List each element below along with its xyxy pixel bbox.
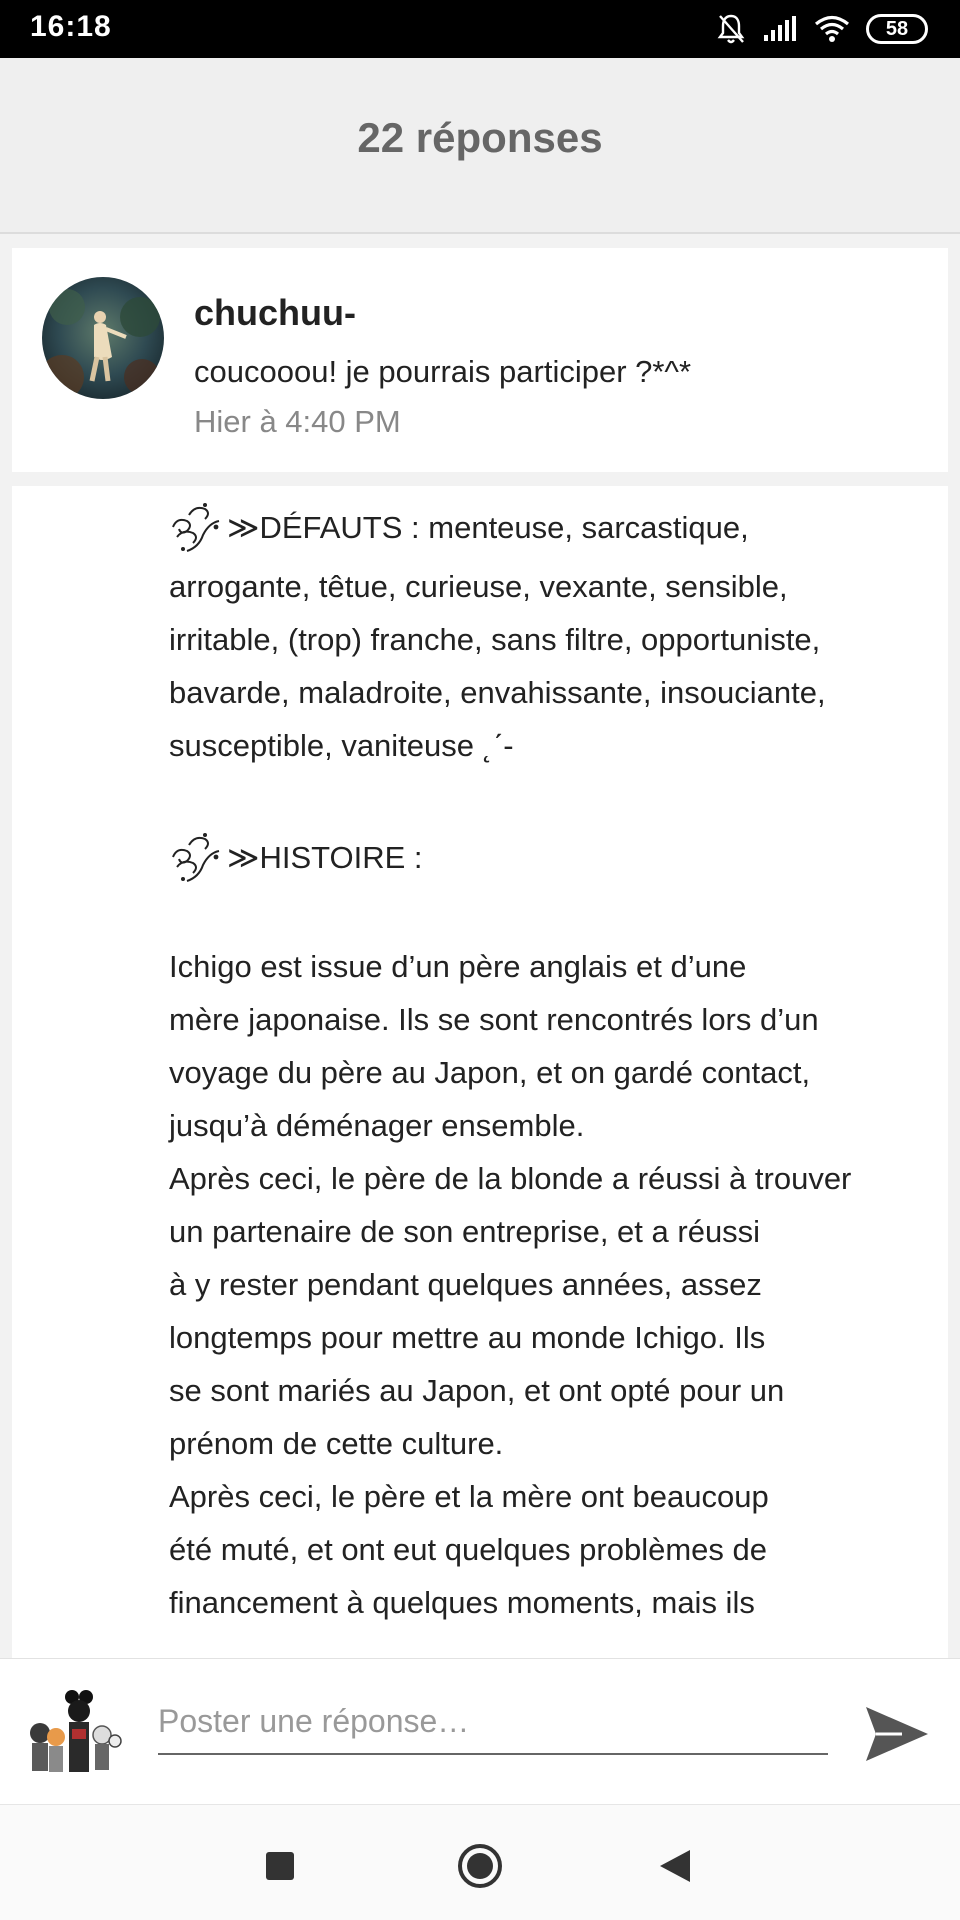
reply-input[interactable]	[158, 1689, 828, 1755]
defauts-heading	[169, 494, 939, 560]
text-line: à y rester pendant quelques années, assez	[169, 1267, 762, 1302]
histoire-heading-text: ≫HISTOIRE :	[227, 839, 423, 875]
battery-level: 58	[885, 17, 909, 40]
text-line: irritable, (trop) franche, sans filtre, opportuniste,	[169, 622, 821, 657]
wifi-icon	[814, 15, 850, 43]
text-line: longtemps pour mettre au monde Ichigo. Ils	[169, 1320, 766, 1355]
spacer	[169, 890, 939, 940]
home-button[interactable]	[455, 1841, 505, 1891]
send-button[interactable]	[862, 1699, 932, 1769]
histoire-heading	[169, 824, 939, 890]
text-line: se sont mariés au Japon, et ont opté pour un	[169, 1373, 785, 1408]
system-nav-bar	[0, 1804, 960, 1920]
defauts-heading-text: ≫DÉFAUTS : menteuse, sarcastique,	[227, 509, 749, 545]
question-author[interactable]: chuchuu-	[194, 292, 356, 333]
answer-body	[169, 492, 939, 1629]
header	[0, 58, 960, 234]
question-text: coucooou! je pourrais participer ?*^*	[194, 354, 692, 389]
text-line: mère japonaise. Ils se sont rencontrés lors d’un	[169, 1002, 819, 1037]
text-line: voyage du père au Japon, et on gardé contact,	[169, 1055, 811, 1090]
swirl-ornament-icon	[169, 827, 223, 887]
painting-avatar-image	[42, 277, 164, 399]
characters-avatar-image	[22, 1683, 126, 1787]
send-icon	[862, 1699, 932, 1769]
status-time: 16:18	[30, 10, 112, 43]
text-line: prénom de cette culture.	[169, 1426, 504, 1461]
status-bar	[0, 0, 960, 58]
spacer	[169, 772, 939, 822]
battery-icon	[866, 14, 928, 44]
mute-bell-icon	[716, 13, 746, 45]
text-line: susceptible, vaniteuse ˛ˊ-	[169, 728, 514, 763]
avatar[interactable]	[42, 277, 164, 399]
text-line: jusqu’à déménager ensemble.	[169, 1108, 585, 1143]
text-line: Après ceci, le père de la blonde a réussi à trouver	[169, 1161, 852, 1196]
text-line: financement à quelques moments, mais ils	[169, 1585, 755, 1620]
status-icons	[716, 11, 928, 47]
home-icon	[457, 1843, 503, 1889]
reply-bar	[0, 1658, 960, 1804]
text-line: Ichigo est issue d’un père anglais et d’une	[169, 949, 747, 984]
text-line: été muté, et ont eut quelques problèmes de	[169, 1532, 768, 1567]
text-line: Après ceci, le père et la mère ont beaucoup	[169, 1479, 769, 1514]
recent-apps-button[interactable]	[255, 1841, 305, 1891]
signal-icon	[762, 15, 798, 43]
back-icon	[658, 1848, 692, 1884]
answer-card	[12, 486, 948, 1658]
back-button[interactable]	[650, 1841, 700, 1891]
text-line: arrogante, têtue, curieuse, vexante, sensible,	[169, 569, 788, 604]
swirl-ornament-icon	[169, 497, 223, 557]
question-timestamp: Hier à 4:40 PM	[194, 404, 401, 439]
page-title: 22 réponses	[357, 114, 603, 161]
text-line: un partenaire de son entreprise, et a réussi	[169, 1214, 761, 1249]
question-card[interactable]	[12, 248, 948, 472]
user-avatar[interactable]	[22, 1683, 126, 1787]
text-line: bavarde, maladroite, envahissante, insouciante,	[169, 675, 826, 710]
recent-apps-icon	[265, 1851, 295, 1881]
